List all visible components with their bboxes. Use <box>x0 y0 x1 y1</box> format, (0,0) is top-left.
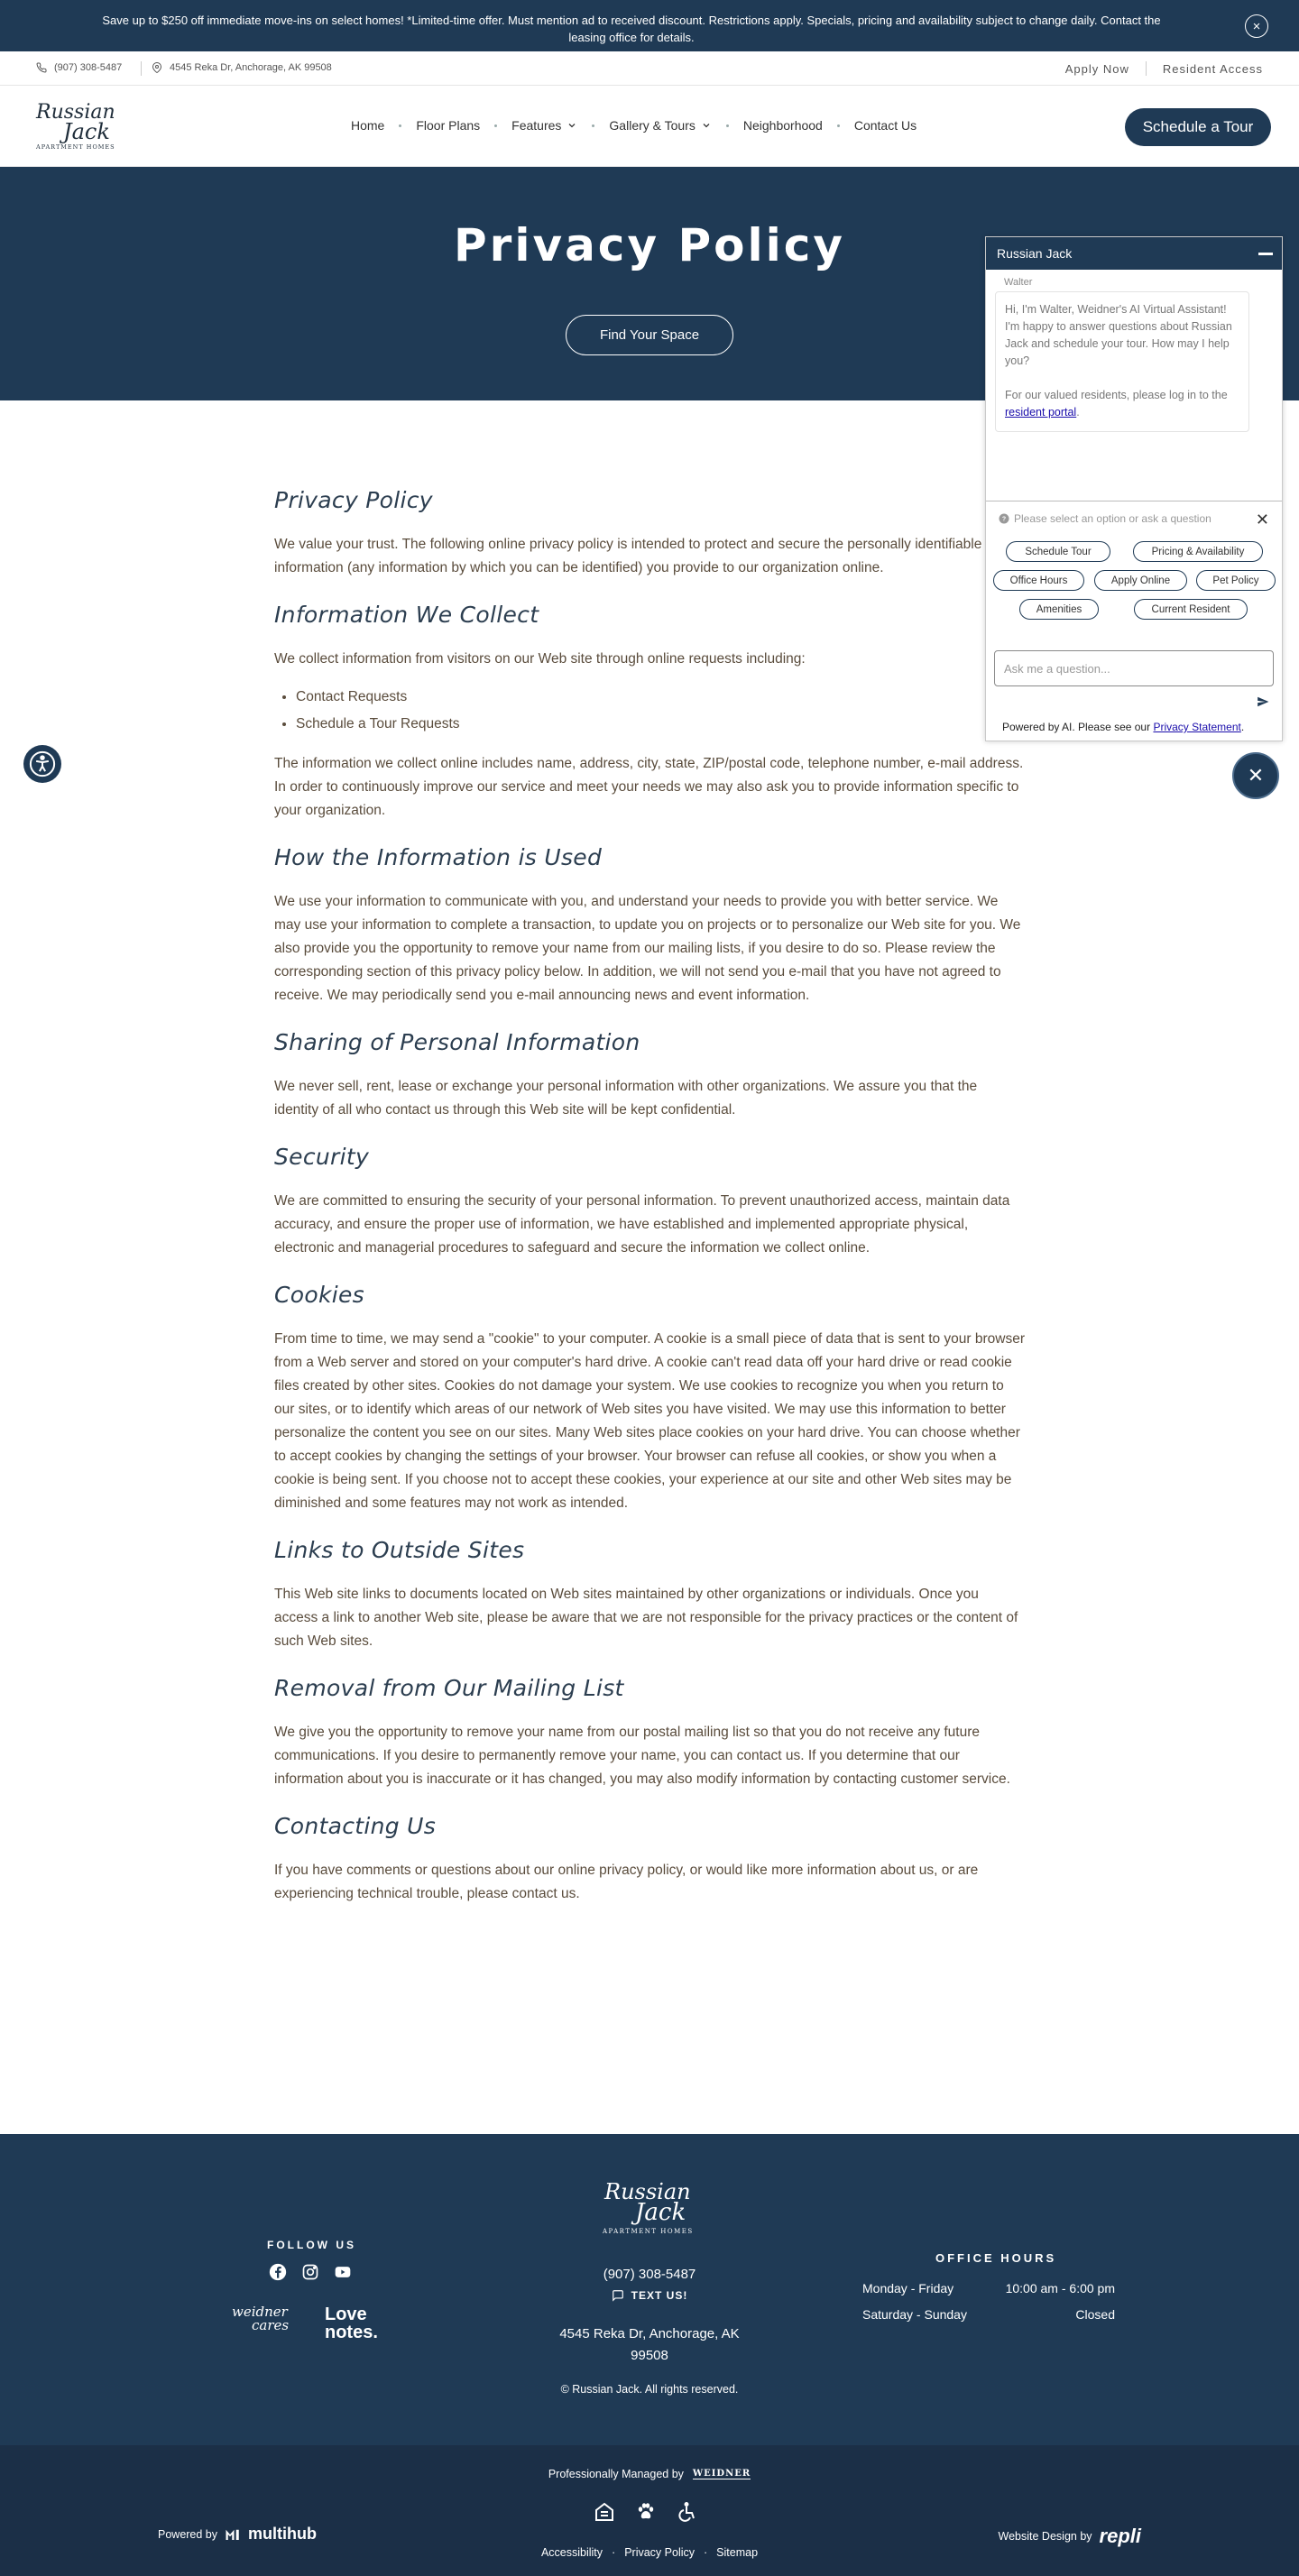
utility-phone: (907) 308-5487 <box>54 62 123 73</box>
website-design-by <box>999 2525 1141 2548</box>
chat-bubble-icon <box>612 2289 624 2302</box>
nav-label: Neighborhood <box>742 118 823 133</box>
map-pin-icon <box>152 62 162 73</box>
chat-prompt <box>999 512 1211 525</box>
weidner-logo[interactable]: WEIDNER <box>692 2469 751 2479</box>
nav-separator <box>399 124 401 127</box>
link-separator: · <box>704 2546 708 2559</box>
option-pet-policy[interactable]: Pet Policy <box>1196 570 1276 591</box>
minimize-icon[interactable] <box>1258 253 1273 255</box>
pet-friendly-icon[interactable] <box>635 2501 657 2523</box>
chat-prompt-text: Please select an option or ask a question <box>1014 512 1211 525</box>
nav-home[interactable] <box>351 118 384 133</box>
section-heading: Information We Collect <box>274 602 539 628</box>
chat-footer-text: Powered by AI. Please see our <box>1002 721 1151 733</box>
chat-widget <box>985 236 1283 741</box>
office-hours-heading: OFFICE HOURS <box>935 2251 1057 2265</box>
option-apply-online[interactable]: Apply Online <box>1094 570 1187 591</box>
announcement-text: Save up to $250 off immediate move-ins on select homes! *Limited-time offer. Must mention ad to received discount. Restrictions apply. Specials, pricing and availability subject to change daily. Contact the leasing office for details. <box>102 14 1161 44</box>
policy-content <box>274 487 1025 1927</box>
logo-line-1: Russian <box>604 2179 691 2204</box>
utility-bar <box>0 51 1299 86</box>
phone-link[interactable] <box>36 62 122 73</box>
section-heading: Links to Outside Sites <box>274 1537 525 1563</box>
chat-toggle-button[interactable] <box>1232 752 1279 799</box>
logo-text: cares <box>252 2317 290 2333</box>
section-paragraph: This Web site links to documents located on Web sites maintained by other organizations or individuals. Once you access a link to another Web site, please be aware that we are not responsible for the privacy practices or the content of such Web sites. <box>274 1587 1018 1649</box>
chat-sender: Walter <box>1004 277 1033 288</box>
link-separator: · <box>612 2546 616 2559</box>
hours-row <box>862 2307 1115 2322</box>
section-heading: Privacy Policy <box>274 487 433 513</box>
collect-list <box>296 684 1025 738</box>
chat-message-text: Hi, I'm Walter, Weidner's AI Virtual Assistant! I'm happy to answer questions about Russian Jack and schedule your tour. How may I help you? <box>1005 303 1232 367</box>
accessibility-button[interactable] <box>23 745 61 783</box>
section-paragraph: The information we collect online includes name, address, city, state, ZIP/postal code, telephone number, e-mail address. In order to continuously improve our service and meet your needs we may also ask you to provide information specific to your organization. <box>274 756 1024 818</box>
section-paragraph: We give you the opportunity to remove your name from our postal mailing list so that you do not receive any future communications. If you desire to permanently remove your name, you can contact us. If you determine that our information about you is inaccurate or it has changed, you may also modify information by contacting customer service. <box>274 1725 1010 1787</box>
design-by-text: Website Design by <box>998 2530 1092 2543</box>
nav-floor-plans[interactable] <box>416 118 480 133</box>
accessibility-icon <box>29 750 56 777</box>
nav-label: Gallery & Tours <box>609 118 696 133</box>
love-notes-logo[interactable] <box>325 2305 378 2341</box>
section-paragraph: We use your information to communicate with you, and understand your needs to provide you with better service. We may use your information to complete a transaction, to update you on projects or to personalize our Web site for you. We also provide you the opportunity to remove your name from our mailing lists, if you desire to do so. Please review the corresponding section of this privacy policy below. In addition, we will not send you e-mail that you have not agreed to receive. We may periodically send you e-mail announcing news and event information. <box>274 894 1021 1003</box>
chevron-down-icon <box>701 120 712 131</box>
compliance-icons <box>594 2501 698 2523</box>
section-heading: Cookies <box>274 1282 364 1308</box>
section-paragraph: If you have comments or questions about our online privacy policy, or would like more information about us, or are experiencing technical trouble, please contact us. <box>274 1863 979 1901</box>
logo-text: notes. <box>325 2323 378 2342</box>
logo-text: Love <box>325 2305 367 2324</box>
powered-by-text: Powered by <box>158 2527 218 2541</box>
logo-line-2: Jack <box>63 119 110 144</box>
chat-header <box>986 237 1282 270</box>
utility-links <box>1065 61 1263 76</box>
hours-time: Closed <box>1075 2307 1115 2322</box>
footer-logo[interactable] <box>601 2179 698 2244</box>
nav-separator <box>726 124 729 127</box>
find-your-space-button[interactable]: Find Your Space <box>566 315 733 355</box>
divider <box>141 61 142 76</box>
nav-label: Floor Plans <box>416 118 481 133</box>
section-paragraph: From time to time, we may send a "cookie" to your computer. A cookie is a small piece of data that is sent to your browser from a Web server and stored on your computer's hard drive. A cookie can't read data off your hard drive or read cookie files created by other sites. Cookies do not damage your system. We use cookies to recognize you when you return to our sites, or to identify which areas of our network of Web sites you have visited. We may use this information to better personalize the content you see on our sites. Many Web sites place cookies on your hard drive. You can choose whether to accept cookies by changing the settings of your browser. Your browser can refuse all cookies, or show you when a cookie is being sent. If you choose not to accept these cookies, your experience at our site and other Web sites may be diminished and some features may not work as intended. <box>274 1331 1026 1511</box>
sitemap-link[interactable]: Sitemap <box>716 2546 759 2559</box>
legal-links <box>0 2546 1299 2559</box>
site-header <box>0 87 1299 167</box>
hours-days: Monday - Friday <box>862 2281 954 2295</box>
divider <box>1146 61 1147 76</box>
multihub-logo[interactable]: multihub <box>248 2525 317 2543</box>
chat-footer-end: . <box>1240 721 1245 733</box>
section-paragraph: We value your trust. The following online privacy policy is intended to protect and secure the personally identifiable information (any information by which you can be identified) you provide to our organization online. <box>274 537 982 575</box>
schedule-tour-button[interactable]: Schedule a Tour <box>1125 108 1271 146</box>
section-heading: Sharing of Personal Information <box>274 1029 640 1055</box>
nav-neighborhood[interactable] <box>743 118 823 133</box>
apply-now-link[interactable]: Apply Now <box>1064 61 1129 76</box>
list-item: • Schedule a Tour Requests <box>296 711 1025 738</box>
section-security <box>274 1144 1025 1260</box>
option-current-resident[interactable]: Current Resident <box>1134 599 1248 620</box>
chat-message-text: For our valued residents, please log in to the <box>1005 389 1228 401</box>
footer-phone[interactable]: (907) 308-5487 <box>603 2267 696 2282</box>
hours-time: 10:00 am - 6:00 pm <box>1005 2281 1115 2295</box>
nav-features[interactable] <box>511 118 577 133</box>
footer-address[interactable]: 4545 Reka Dr, Anchorage, AK 99508 <box>559 2326 740 2363</box>
powered-by <box>158 2525 317 2544</box>
address-link[interactable] <box>152 62 332 73</box>
resident-portal-link[interactable]: resident portal <box>1005 406 1077 419</box>
section-outside-links <box>274 1537 1025 1653</box>
chat-message-residents: For our valued residents, please log in to the resident portal. <box>1005 389 1228 419</box>
weidner-cares-logo[interactable] <box>232 2305 289 2332</box>
close-icon: ✕ <box>1247 764 1265 787</box>
section-mailing-list <box>274 1675 1025 1791</box>
multihub-mark-icon <box>225 2527 241 2542</box>
resident-access-link[interactable]: Resident Access <box>1162 61 1263 76</box>
nav-label: Features <box>511 118 562 133</box>
option-pricing-availability[interactable]: Pricing & Availability <box>1133 541 1263 562</box>
svg-text:?: ? <box>1001 516 1007 523</box>
section-how-information-used <box>274 844 1025 1007</box>
section-privacy-policy <box>274 487 1025 580</box>
section-heading: Security <box>274 1144 370 1170</box>
managed-by <box>0 2468 1299 2480</box>
hours-row <box>862 2281 1115 2295</box>
accessibility-link[interactable]: Accessibility <box>540 2546 603 2559</box>
section-information-we-collect <box>274 602 1025 823</box>
send-icon[interactable] <box>1257 695 1269 713</box>
nav-contact-us[interactable] <box>854 118 917 133</box>
question-icon <box>999 513 1009 524</box>
logo-line-3: APARTMENT HOMES <box>603 2228 694 2235</box>
privacy-policy-link[interactable]: Privacy Policy <box>624 2546 695 2559</box>
chat-title: Russian Jack <box>997 246 1073 261</box>
site-footer <box>0 2134 1299 2445</box>
privacy-statement-link[interactable]: Privacy Statement <box>1153 721 1241 733</box>
nav-gallery-tours[interactable] <box>609 118 711 133</box>
logo-text: weidner <box>232 2304 288 2320</box>
close-icon[interactable]: × <box>1245 14 1268 38</box>
nav-separator <box>592 124 594 127</box>
brand-logo[interactable] <box>36 101 113 153</box>
nav-label: Contact Us <box>853 118 917 133</box>
page-title: Privacy Policy <box>454 219 845 271</box>
main-nav <box>351 118 917 133</box>
option-schedule-tour[interactable]: Schedule Tour <box>1006 541 1110 562</box>
section-cookies <box>274 1282 1025 1515</box>
list-item: • Contact Requests <box>296 684 1025 711</box>
text-us-label: TEXT US! <box>631 2289 688 2302</box>
hours-days: Saturday - Sunday <box>862 2307 967 2322</box>
section-heading: Contacting Us <box>274 1813 437 1839</box>
section-paragraph: We collect information from visitors on our Web site through online requests including: <box>274 651 806 667</box>
nav-label: Home <box>351 118 385 133</box>
repli-logo[interactable]: repli <box>1099 2525 1141 2547</box>
close-icon[interactable]: ✕ <box>1255 511 1269 529</box>
chat-input[interactable]: Ask me a question... <box>994 650 1274 686</box>
phone-icon <box>36 62 47 73</box>
equal-housing-icon[interactable] <box>594 2501 615 2523</box>
option-amenities[interactable]: Amenities <box>1019 599 1099 620</box>
follow-us-heading: FOLLOW US <box>267 2239 356 2251</box>
option-office-hours[interactable]: Office Hours <box>993 570 1084 591</box>
chevron-down-icon <box>567 120 577 131</box>
chat-message <box>995 291 1249 432</box>
announcement-bar <box>0 0 1299 51</box>
section-paragraph: We are committed to ensuring the security of your personal information. To prevent unauthorized access, maintain data accuracy, and ensure the proper use of information, we have established and implemented appropriate physical, electronic and managerial procedures to safeguard and secure the information we collect online. <box>274 1193 1010 1256</box>
chat-footer <box>1002 721 1244 733</box>
managed-by-text: Professionally Managed by <box>548 2468 684 2480</box>
section-sharing <box>274 1029 1025 1122</box>
section-heading: Removal from Our Mailing List <box>274 1675 624 1701</box>
section-contacting-us <box>274 1813 1025 1906</box>
logo-line-3: APARTMENT HOMES <box>36 143 115 151</box>
nav-separator <box>837 124 840 127</box>
utility-address: 4545 Reka Dr, Anchorage, AK 99508 <box>170 62 332 73</box>
logo-line-2: Jack <box>635 2199 686 2226</box>
nav-separator <box>494 124 497 127</box>
logo-line-1: Russian <box>36 101 115 124</box>
copyright: © Russian Jack. All rights reserved. <box>560 2383 739 2396</box>
bottom-bar <box>0 2445 1299 2576</box>
wheelchair-icon[interactable] <box>677 2501 698 2523</box>
section-heading: How the Information is Used <box>274 844 603 870</box>
section-paragraph: We never sell, rent, lease or exchange your personal information with other organizations. We assure you that the identity of all who contact us through this Web site will be kept confidential. <box>274 1079 978 1118</box>
